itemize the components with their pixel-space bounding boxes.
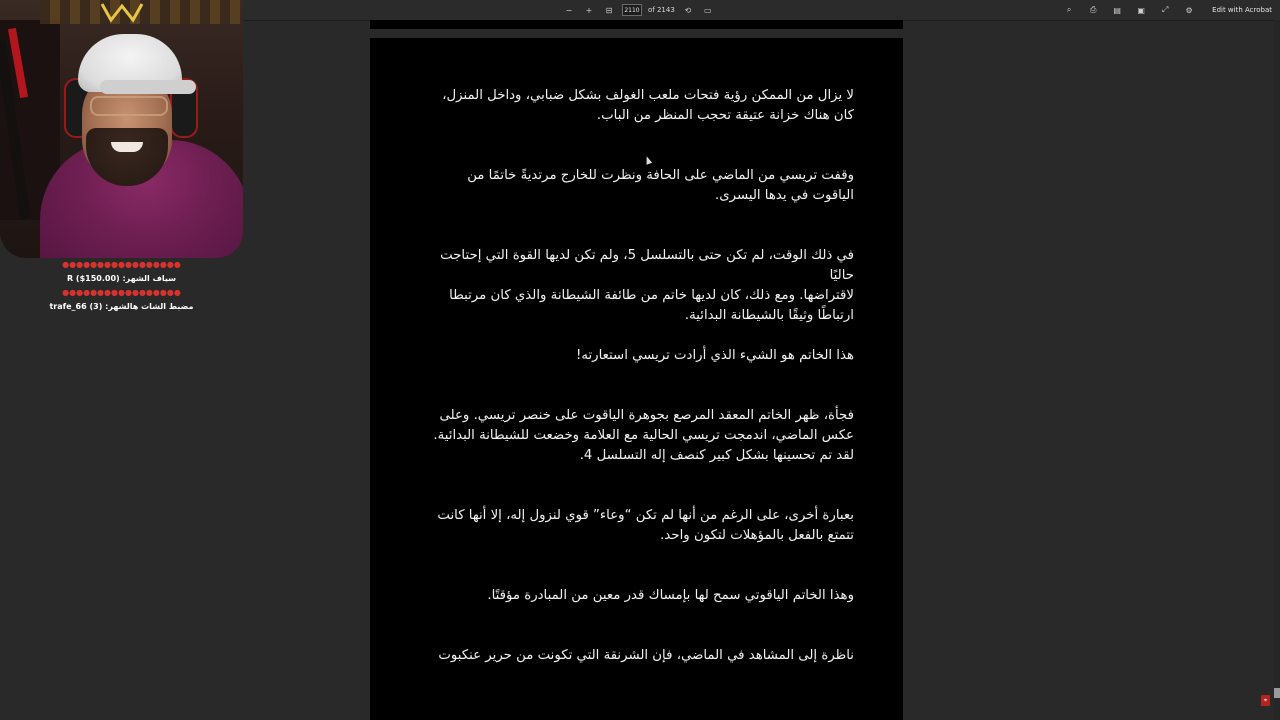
expand-icon[interactable]: ⤢ bbox=[1161, 5, 1169, 14]
paragraph-7 bbox=[414, 586, 854, 606]
goal-line-sword: سياف الشهر: (R ($150.00 bbox=[66, 274, 177, 283]
paragraph-4-text: هذا الخاتم هو الشيء الذي أرادت تريسي استعارته! bbox=[576, 348, 854, 363]
paragraph-6-text: بعبارة أخرى، على الرغم من أنها لم تكن “وعاء” قوي لنزول إله، إلا أنها كانت تتمتع بالفعل بالمؤهلات لتكون واحد. bbox=[437, 508, 854, 543]
zoom-out-icon[interactable]: − bbox=[565, 5, 573, 15]
paragraph-5-text: فجأة، ظهر الخاتم المعقد المرصع بجوهرة الياقوت على خنصر تريسي. وعلى عكس الماضي، اندمجت تريسي الحالية مع العلامة وخضعت للشيطانة البدائية. لقد تم تحسينها بشكل كبير كنصف إله التسلسل 4. bbox=[433, 408, 854, 463]
goal-line-red-1: ●●●●●●●●●●●●●●●●● bbox=[62, 260, 181, 269]
paragraph-2 bbox=[414, 166, 854, 206]
paragraph-3 bbox=[414, 246, 854, 326]
paragraph-8-text: ناظرة إلى المشاهد في الماضي، فإن الشرنقة التي تكونت من حرير عنكبوت bbox=[438, 648, 854, 663]
paragraph-4 bbox=[414, 346, 854, 366]
page-total-label: of 2143 bbox=[648, 6, 675, 14]
save-icon[interactable]: ▤ bbox=[1113, 5, 1121, 15]
paragraph-5 bbox=[414, 406, 854, 466]
streamer-glasses bbox=[90, 96, 168, 116]
rotate-icon[interactable]: ⟲ bbox=[684, 5, 692, 15]
paragraph-1 bbox=[414, 86, 854, 126]
search-icon[interactable]: ⌕ bbox=[1066, 5, 1072, 14]
share-icon[interactable]: ▣ bbox=[1137, 5, 1145, 15]
print-icon[interactable]: ⎙ bbox=[1089, 5, 1097, 14]
previous-page-bottom bbox=[370, 20, 903, 29]
stream-goals bbox=[0, 258, 243, 314]
streamer-smile bbox=[111, 142, 143, 152]
paragraph-6 bbox=[414, 506, 854, 546]
scroll-thumb[interactable] bbox=[1274, 688, 1280, 698]
settings-icon[interactable]: ⚙ bbox=[1185, 5, 1193, 15]
zoom-in-icon[interactable]: + bbox=[585, 5, 593, 15]
paragraph-8 bbox=[414, 646, 854, 666]
webcam-overlay bbox=[0, 0, 243, 258]
vertical-scrollbar[interactable] bbox=[1274, 20, 1280, 720]
paragraph-7-text: وهذا الخاتم الياقوتي سمح لها بإمساك قدر معين من المبادرة مؤقتًا. bbox=[487, 588, 854, 603]
page-navigation bbox=[562, 3, 715, 17]
cap-brim bbox=[100, 80, 196, 94]
paragraph-1-text: لا يزال من الممكن رؤية فتحات ملعب الغولف بشكل ضبابي، وداخل المنزل، كان هناك خزانة عتيقة تحجب المنظر من الباب. bbox=[442, 88, 854, 123]
paragraph-2-text: وقفت تريسي من الماضي على الحافة ونظرت للخارج مرتديةً خاتمًا من الياقوت في يدها اليسرى. bbox=[467, 168, 854, 203]
goal-line-red-2: ●●●●●●●●●●●●●●●●● bbox=[62, 288, 181, 297]
two-page-icon[interactable]: ▭ bbox=[704, 5, 712, 15]
edit-with-acrobat-button[interactable]: Edit with Acrobat bbox=[1212, 6, 1272, 14]
crown-icon bbox=[100, 0, 144, 24]
fit-page-icon[interactable]: ⊟ bbox=[605, 5, 613, 15]
paragraph-3-text: في ذلك الوقت، لم تكن حتى بالتسلسل 5، ولم تكن لديها القوة التي إحتاجت حاليًا لاقتراضها. ومع ذلك، كان لديها خاتم من طائفة الشيطانة والذي كان مرتبطا ارتباطًا وثيقًا بالشيطانة البدائية. bbox=[440, 248, 854, 323]
goal-line-chat: مضبط الشات هالشهر: (3) trafe_66 bbox=[49, 302, 194, 311]
toolbar-right-group bbox=[1062, 3, 1272, 17]
page-number-input[interactable] bbox=[622, 4, 642, 16]
pdf-page bbox=[370, 38, 903, 720]
pdf-icon[interactable]: ⌖ bbox=[1261, 695, 1270, 706]
